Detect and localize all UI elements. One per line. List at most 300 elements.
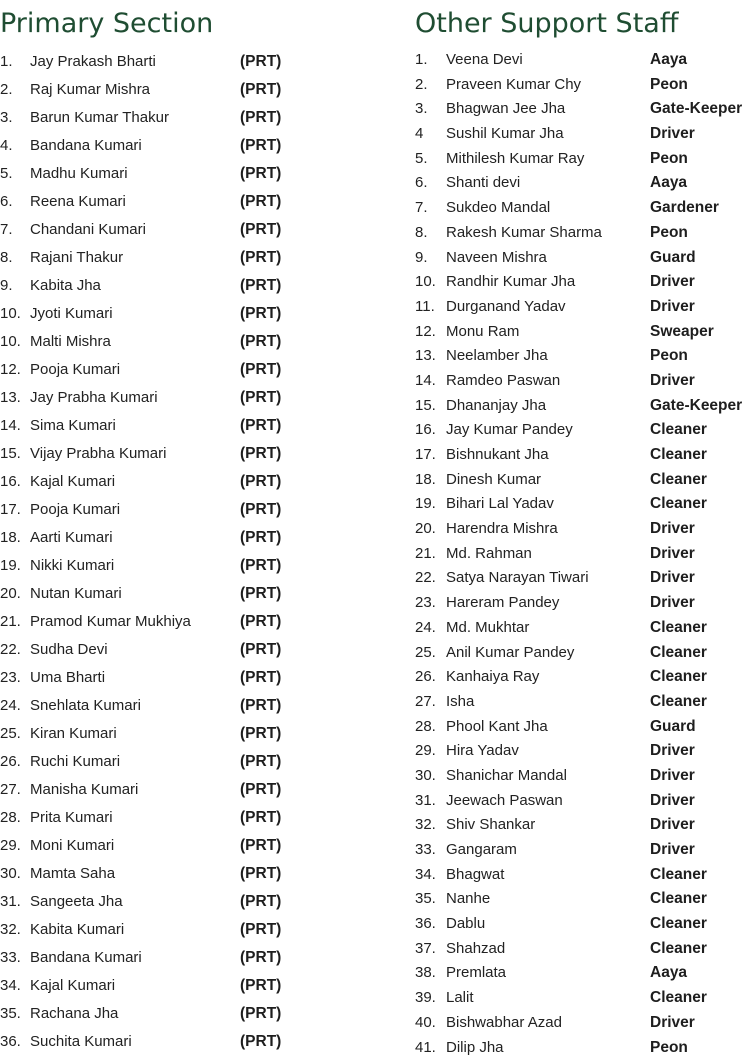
list-item bbox=[415, 48, 750, 73]
staff-role: (PRT) bbox=[240, 132, 281, 160]
item-number: 17. bbox=[0, 496, 21, 524]
staff-role: Peon bbox=[650, 344, 688, 369]
staff-name: Bihari Lal Yadav bbox=[446, 492, 554, 517]
item-number: 19. bbox=[415, 492, 436, 517]
list-item bbox=[0, 888, 300, 916]
item-number: 2. bbox=[0, 76, 13, 104]
staff-role: Cleaner bbox=[650, 937, 707, 962]
primary-staff-list bbox=[0, 48, 300, 1056]
staff-name: Pramod Kumar Mukhiya bbox=[30, 608, 191, 636]
support-staff-list bbox=[415, 48, 750, 1060]
list-item bbox=[0, 748, 300, 776]
staff-role: (PRT) bbox=[240, 300, 281, 328]
list-item bbox=[0, 1028, 300, 1056]
list-item bbox=[0, 664, 300, 692]
list-item bbox=[0, 76, 300, 104]
item-number: 36. bbox=[415, 912, 436, 937]
staff-name: Jay Kumar Pandey bbox=[446, 418, 573, 443]
list-item bbox=[415, 344, 750, 369]
list-item bbox=[0, 384, 300, 412]
list-item bbox=[415, 443, 750, 468]
list-item bbox=[0, 608, 300, 636]
item-number: 26. bbox=[415, 665, 436, 690]
staff-name: Prita Kumari bbox=[30, 804, 113, 832]
staff-role: Cleaner bbox=[650, 863, 707, 888]
item-number: 35. bbox=[0, 1000, 21, 1028]
item-number: 18. bbox=[0, 524, 21, 552]
staff-name: Raj Kumar Mishra bbox=[30, 76, 150, 104]
staff-role: (PRT) bbox=[240, 916, 281, 944]
list-item bbox=[415, 591, 750, 616]
item-number: 2. bbox=[415, 73, 428, 98]
staff-name: Sukdeo Mandal bbox=[446, 196, 550, 221]
item-number: 24. bbox=[415, 616, 436, 641]
list-item bbox=[0, 692, 300, 720]
staff-name: Malti Mishra bbox=[30, 328, 111, 356]
staff-name: Ramdeo Paswan bbox=[446, 369, 560, 394]
list-item bbox=[0, 916, 300, 944]
list-item bbox=[415, 246, 750, 271]
item-number: 10. bbox=[415, 270, 436, 295]
item-number: 5. bbox=[415, 147, 428, 172]
staff-role: (PRT) bbox=[240, 832, 281, 860]
staff-name: Md. Rahman bbox=[446, 542, 532, 567]
staff-role: (PRT) bbox=[240, 272, 281, 300]
list-item bbox=[415, 961, 750, 986]
staff-role: (PRT) bbox=[240, 552, 281, 580]
item-number: 7. bbox=[0, 216, 13, 244]
item-number: 20. bbox=[0, 580, 21, 608]
staff-role: (PRT) bbox=[240, 524, 281, 552]
staff-name: Pooja Kumari bbox=[30, 356, 120, 384]
list-item bbox=[415, 739, 750, 764]
staff-name: Manisha Kumari bbox=[30, 776, 138, 804]
list-item bbox=[415, 912, 750, 937]
staff-name: Jeewach Paswan bbox=[446, 789, 563, 814]
item-number: 16. bbox=[0, 468, 21, 496]
list-item bbox=[0, 440, 300, 468]
list-item bbox=[415, 468, 750, 493]
staff-role: (PRT) bbox=[240, 720, 281, 748]
staff-role: (PRT) bbox=[240, 664, 281, 692]
list-item bbox=[415, 73, 750, 98]
item-number: 9. bbox=[415, 246, 428, 271]
list-item bbox=[415, 122, 750, 147]
item-number: 25. bbox=[0, 720, 21, 748]
item-number: 26. bbox=[0, 748, 21, 776]
staff-name: Premlata bbox=[446, 961, 506, 986]
list-item bbox=[415, 221, 750, 246]
list-item bbox=[415, 690, 750, 715]
staff-name: Nanhe bbox=[446, 887, 490, 912]
staff-role: (PRT) bbox=[240, 636, 281, 664]
staff-role: (PRT) bbox=[240, 580, 281, 608]
item-number: 9. bbox=[0, 272, 13, 300]
list-item bbox=[415, 196, 750, 221]
item-number: 31. bbox=[0, 888, 21, 916]
staff-name: Dilip Jha bbox=[446, 1036, 504, 1060]
list-item bbox=[0, 636, 300, 664]
staff-name: Pooja Kumari bbox=[30, 496, 120, 524]
staff-name: Sudha Devi bbox=[30, 636, 108, 664]
staff-name: Shanti devi bbox=[446, 171, 520, 196]
staff-name: Sangeeta Jha bbox=[30, 888, 123, 916]
list-item bbox=[0, 776, 300, 804]
staff-role: (PRT) bbox=[240, 384, 281, 412]
staff-name: Veena Devi bbox=[446, 48, 523, 73]
list-item bbox=[415, 97, 750, 122]
staff-name: Bhagwat bbox=[446, 863, 504, 888]
staff-role: (PRT) bbox=[240, 216, 281, 244]
item-number: 25. bbox=[415, 641, 436, 666]
staff-role: (PRT) bbox=[240, 804, 281, 832]
list-item bbox=[0, 804, 300, 832]
staff-role: Cleaner bbox=[650, 690, 707, 715]
staff-name: Shanichar Mandal bbox=[446, 764, 567, 789]
primary-section bbox=[0, 0, 300, 1056]
item-number: 28. bbox=[0, 804, 21, 832]
list-item bbox=[0, 552, 300, 580]
staff-role: (PRT) bbox=[240, 328, 281, 356]
staff-name: Monu Ram bbox=[446, 320, 519, 345]
staff-role: (PRT) bbox=[240, 496, 281, 524]
item-number: 22. bbox=[415, 566, 436, 591]
list-item bbox=[415, 887, 750, 912]
item-number: 32. bbox=[415, 813, 436, 838]
item-number: 8. bbox=[0, 244, 13, 272]
item-number: 1. bbox=[415, 48, 428, 73]
staff-role: Driver bbox=[650, 813, 695, 838]
staff-name: Rakesh Kumar Sharma bbox=[446, 221, 602, 246]
staff-role: (PRT) bbox=[240, 972, 281, 1000]
primary-section-title: Primary Section bbox=[0, 0, 300, 48]
staff-role: Driver bbox=[650, 542, 695, 567]
staff-name: Bhagwan Jee Jha bbox=[446, 97, 565, 122]
list-item bbox=[415, 270, 750, 295]
item-number: 13. bbox=[415, 344, 436, 369]
staff-name: Shiv Shankar bbox=[446, 813, 535, 838]
item-number: 33. bbox=[415, 838, 436, 863]
staff-name: Aarti Kumari bbox=[30, 524, 113, 552]
staff-name: Bandana Kumari bbox=[30, 132, 142, 160]
item-number: 14. bbox=[0, 412, 21, 440]
staff-role: Driver bbox=[650, 789, 695, 814]
list-item bbox=[415, 1036, 750, 1060]
list-item bbox=[415, 320, 750, 345]
staff-role: Cleaner bbox=[650, 616, 707, 641]
staff-name: Shahzad bbox=[446, 937, 505, 962]
staff-role: (PRT) bbox=[240, 860, 281, 888]
staff-name: Satya Narayan Tiwari bbox=[446, 566, 589, 591]
staff-name: Ruchi Kumari bbox=[30, 748, 120, 776]
item-number: 23. bbox=[0, 664, 21, 692]
list-item bbox=[415, 986, 750, 1011]
item-number: 30. bbox=[0, 860, 21, 888]
item-number: 8. bbox=[415, 221, 428, 246]
item-number: 4 bbox=[415, 122, 423, 147]
support-staff-title: Other Support Staff bbox=[415, 0, 750, 48]
staff-name: Jay Prabha Kumari bbox=[30, 384, 158, 412]
item-number: 41. bbox=[415, 1036, 436, 1060]
staff-role: (PRT) bbox=[240, 356, 281, 384]
staff-role: Driver bbox=[650, 764, 695, 789]
staff-name: Vijay Prabha Kumari bbox=[30, 440, 166, 468]
staff-role: Cleaner bbox=[650, 665, 707, 690]
staff-name: Kiran Kumari bbox=[30, 720, 117, 748]
staff-role: Driver bbox=[650, 591, 695, 616]
list-item bbox=[0, 412, 300, 440]
list-item bbox=[415, 369, 750, 394]
staff-name: Reena Kumari bbox=[30, 188, 126, 216]
item-number: 10. bbox=[0, 328, 21, 356]
item-number: 31. bbox=[415, 789, 436, 814]
staff-role: Cleaner bbox=[650, 492, 707, 517]
list-item bbox=[0, 944, 300, 972]
staff-role: Cleaner bbox=[650, 912, 707, 937]
staff-name: Isha bbox=[446, 690, 474, 715]
item-number: 21. bbox=[0, 608, 21, 636]
staff-name: Md. Mukhtar bbox=[446, 616, 529, 641]
staff-name: Bandana Kumari bbox=[30, 944, 142, 972]
staff-role: Guard bbox=[650, 715, 696, 740]
staff-name: Dhananjay Jha bbox=[446, 394, 546, 419]
list-item bbox=[0, 356, 300, 384]
staff-name: Uma Bharti bbox=[30, 664, 105, 692]
item-number: 6. bbox=[0, 188, 13, 216]
staff-name: Kabita Jha bbox=[30, 272, 101, 300]
staff-name: Naveen Mishra bbox=[446, 246, 547, 271]
staff-role: Aaya bbox=[650, 171, 687, 196]
staff-role: (PRT) bbox=[240, 748, 281, 776]
item-number: 34. bbox=[415, 863, 436, 888]
list-item bbox=[0, 132, 300, 160]
staff-role: Driver bbox=[650, 270, 695, 295]
list-item bbox=[0, 216, 300, 244]
staff-role: Aaya bbox=[650, 48, 687, 73]
item-number: 17. bbox=[415, 443, 436, 468]
item-number: 32. bbox=[0, 916, 21, 944]
staff-name: Snehlata Kumari bbox=[30, 692, 141, 720]
item-number: 29. bbox=[0, 832, 21, 860]
staff-role: Driver bbox=[650, 566, 695, 591]
list-item bbox=[0, 160, 300, 188]
item-number: 14. bbox=[415, 369, 436, 394]
staff-name: Nikki Kumari bbox=[30, 552, 114, 580]
support-staff-section bbox=[415, 0, 750, 1060]
item-number: 38. bbox=[415, 961, 436, 986]
staff-role: Cleaner bbox=[650, 986, 707, 1011]
staff-name: Bishnukant Jha bbox=[446, 443, 549, 468]
item-number: 27. bbox=[415, 690, 436, 715]
staff-role: (PRT) bbox=[240, 104, 281, 132]
staff-role: Cleaner bbox=[650, 887, 707, 912]
staff-role: Driver bbox=[650, 369, 695, 394]
staff-role: Cleaner bbox=[650, 641, 707, 666]
item-number: 21. bbox=[415, 542, 436, 567]
staff-name: Kanhaiya Ray bbox=[446, 665, 539, 690]
staff-name: Praveen Kumar Chy bbox=[446, 73, 581, 98]
list-item bbox=[0, 720, 300, 748]
staff-name: Mamta Saha bbox=[30, 860, 115, 888]
item-number: 33. bbox=[0, 944, 21, 972]
staff-role: (PRT) bbox=[240, 244, 281, 272]
list-item bbox=[415, 616, 750, 641]
list-item bbox=[415, 295, 750, 320]
staff-name: Rachana Jha bbox=[30, 1000, 118, 1028]
item-number: 10. bbox=[0, 300, 21, 328]
item-number: 30. bbox=[415, 764, 436, 789]
staff-role: Cleaner bbox=[650, 468, 707, 493]
list-item bbox=[415, 838, 750, 863]
list-item bbox=[0, 860, 300, 888]
item-number: 12. bbox=[0, 356, 21, 384]
list-item bbox=[415, 1011, 750, 1036]
staff-name: Randhir Kumar Jha bbox=[446, 270, 575, 295]
list-item bbox=[415, 937, 750, 962]
staff-name: Barun Kumar Thakur bbox=[30, 104, 169, 132]
staff-role: Gardener bbox=[650, 196, 719, 221]
list-item bbox=[415, 517, 750, 542]
item-number: 19. bbox=[0, 552, 21, 580]
staff-role: Aaya bbox=[650, 961, 687, 986]
item-number: 27. bbox=[0, 776, 21, 804]
staff-name: Kajal Kumari bbox=[30, 972, 115, 1000]
staff-role: Driver bbox=[650, 1011, 695, 1036]
list-item bbox=[415, 394, 750, 419]
staff-name: Moni Kumari bbox=[30, 832, 114, 860]
staff-role: Driver bbox=[650, 295, 695, 320]
staff-name: Hareram Pandey bbox=[446, 591, 559, 616]
item-number: 5. bbox=[0, 160, 13, 188]
staff-role: (PRT) bbox=[240, 776, 281, 804]
item-number: 15. bbox=[415, 394, 436, 419]
staff-role: (PRT) bbox=[240, 76, 281, 104]
item-number: 13. bbox=[0, 384, 21, 412]
staff-name: Lalit bbox=[446, 986, 474, 1011]
item-number: 28. bbox=[415, 715, 436, 740]
list-item bbox=[415, 764, 750, 789]
item-number: 35. bbox=[415, 887, 436, 912]
list-item bbox=[0, 832, 300, 860]
staff-role: (PRT) bbox=[240, 888, 281, 916]
list-item bbox=[0, 972, 300, 1000]
staff-name: Anil Kumar Pandey bbox=[446, 641, 574, 666]
item-number: 29. bbox=[415, 739, 436, 764]
list-item bbox=[0, 244, 300, 272]
staff-name: Bishwabhar Azad bbox=[446, 1011, 562, 1036]
staff-role: Gate-Keeper bbox=[650, 394, 742, 419]
staff-role: Cleaner bbox=[650, 418, 707, 443]
list-item bbox=[0, 328, 300, 356]
staff-role: Driver bbox=[650, 122, 695, 147]
list-item bbox=[0, 104, 300, 132]
item-number: 3. bbox=[0, 104, 13, 132]
staff-role: (PRT) bbox=[240, 188, 281, 216]
list-item bbox=[0, 1000, 300, 1028]
list-item bbox=[415, 147, 750, 172]
staff-name: Gangaram bbox=[446, 838, 517, 863]
staff-name: Kajal Kumari bbox=[30, 468, 115, 496]
staff-name: Rajani Thakur bbox=[30, 244, 123, 272]
staff-role: (PRT) bbox=[240, 1028, 281, 1056]
staff-name: Dinesh Kumar bbox=[446, 468, 541, 493]
list-item bbox=[0, 188, 300, 216]
staff-name: Jyoti Kumari bbox=[30, 300, 113, 328]
list-item bbox=[0, 524, 300, 552]
list-item bbox=[0, 48, 300, 76]
staff-name: Hira Yadav bbox=[446, 739, 519, 764]
staff-role: (PRT) bbox=[240, 608, 281, 636]
item-number: 23. bbox=[415, 591, 436, 616]
staff-role: Peon bbox=[650, 221, 688, 246]
staff-role: Cleaner bbox=[650, 443, 707, 468]
list-item bbox=[0, 272, 300, 300]
list-item bbox=[415, 813, 750, 838]
item-number: 37. bbox=[415, 937, 436, 962]
item-number: 3. bbox=[415, 97, 428, 122]
staff-name: Madhu Kumari bbox=[30, 160, 128, 188]
list-item bbox=[415, 863, 750, 888]
staff-role: (PRT) bbox=[240, 48, 281, 76]
item-number: 7. bbox=[415, 196, 428, 221]
list-item bbox=[0, 468, 300, 496]
staff-role: (PRT) bbox=[240, 412, 281, 440]
staff-name: Harendra Mishra bbox=[446, 517, 558, 542]
item-number: 18. bbox=[415, 468, 436, 493]
staff-role: Peon bbox=[650, 1036, 688, 1060]
list-item bbox=[415, 641, 750, 666]
item-number: 39. bbox=[415, 986, 436, 1011]
staff-role: (PRT) bbox=[240, 468, 281, 496]
list-item bbox=[415, 418, 750, 443]
staff-name: Phool Kant Jha bbox=[446, 715, 548, 740]
item-number: 20. bbox=[415, 517, 436, 542]
item-number: 4. bbox=[0, 132, 13, 160]
staff-role: Driver bbox=[650, 739, 695, 764]
item-number: 1. bbox=[0, 48, 13, 76]
list-item bbox=[415, 715, 750, 740]
item-number: 12. bbox=[415, 320, 436, 345]
staff-role: (PRT) bbox=[240, 692, 281, 720]
staff-role: Guard bbox=[650, 246, 696, 271]
staff-role: Sweaper bbox=[650, 320, 714, 345]
list-item bbox=[415, 789, 750, 814]
staff-role: Driver bbox=[650, 517, 695, 542]
list-item bbox=[415, 566, 750, 591]
staff-role: Gate-Keeper bbox=[650, 97, 742, 122]
staff-name: Sushil Kumar Jha bbox=[446, 122, 564, 147]
staff-name: Dablu bbox=[446, 912, 485, 937]
staff-role: (PRT) bbox=[240, 160, 281, 188]
item-number: 22. bbox=[0, 636, 21, 664]
list-item bbox=[0, 300, 300, 328]
staff-role: (PRT) bbox=[240, 944, 281, 972]
item-number: 6. bbox=[415, 171, 428, 196]
item-number: 15. bbox=[0, 440, 21, 468]
staff-name: Sima Kumari bbox=[30, 412, 116, 440]
list-item bbox=[415, 492, 750, 517]
staff-name: Neelamber Jha bbox=[446, 344, 548, 369]
list-item bbox=[0, 496, 300, 524]
staff-role: Peon bbox=[650, 147, 688, 172]
staff-name: Suchita Kumari bbox=[30, 1028, 132, 1056]
item-number: 16. bbox=[415, 418, 436, 443]
staff-name: Jay Prakash Bharti bbox=[30, 48, 156, 76]
list-item bbox=[0, 580, 300, 608]
item-number: 36. bbox=[0, 1028, 21, 1056]
item-number: 24. bbox=[0, 692, 21, 720]
item-number: 11. bbox=[415, 295, 435, 320]
